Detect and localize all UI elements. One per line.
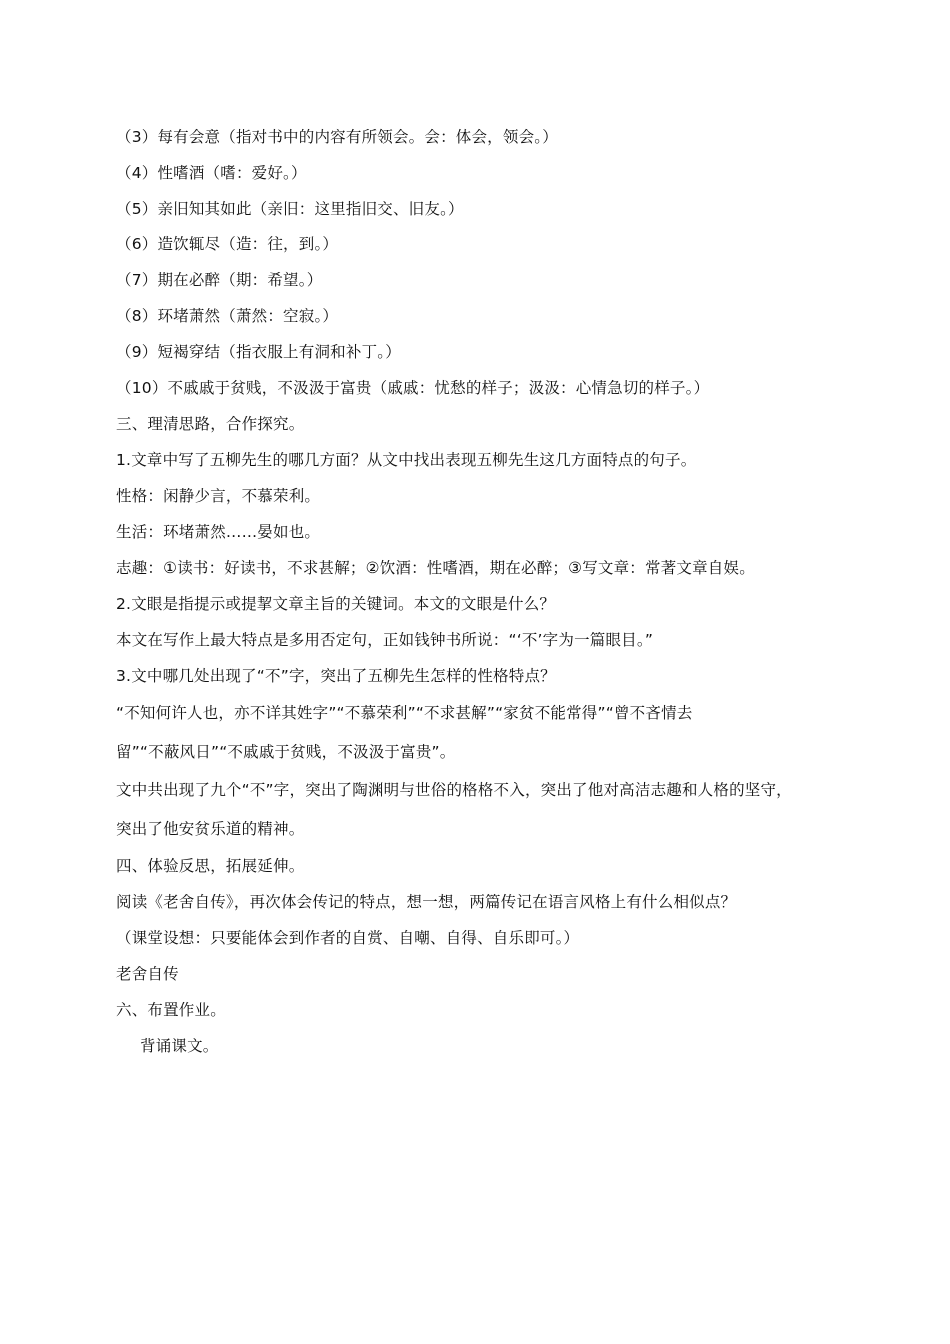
section-heading-6: 六、布置作业。	[116, 1001, 226, 1019]
annotation-item-10: （10）不戚戚于贫贱，不汲汲于富贵（戚戚：忧愁的样子；汲汲：心情急切的样子。）	[116, 379, 710, 397]
answer-2: 本文在写作上最大特点是多用否定句，正如钱钟书所说：“‘不’字为一篇眼目。”	[116, 631, 654, 649]
annotation-item-5: （5）亲旧知其如此（亲旧：这里指旧交、旧友。）	[116, 200, 464, 218]
annotation-item-3: （3）每有会意（指对书中的内容有所领会。会：体会，领会。）	[116, 128, 558, 146]
answer-3-line-1: “不知何许人也，亦不详其姓字”“不慕荣利”“不求甚解”“家贫不能常得”“曾不吝情去	[116, 704, 693, 722]
question-1: 1.文章中写了五柳先生的哪几方面？从文中找出表现五柳先生这几方面特点的句子。	[116, 451, 697, 469]
annotation-item-7: （7）期在必醉（期：希望。）	[116, 271, 323, 289]
class-note: （课堂设想：只要能体会到作者的自赏、自嘲、自得、自乐即可。）	[116, 929, 580, 947]
annotation-item-4: （4）性嗜酒（嗜：爱好。）	[116, 164, 307, 182]
answer-3-line-2: 留”“不蔽风日”“不戚戚于贫贱，不汲汲于富贵”。	[116, 743, 456, 761]
section-heading-3: 三、理清思路，合作探究。	[116, 415, 305, 433]
answer-interests: 志趣：①读书：好读书，不求甚解；②饮酒：性嗜酒，期在必醉；③写文章：常著文章自娱。	[116, 559, 755, 577]
answer-3-summary-line-2: 突出了他安贫乐道的精神。	[116, 820, 305, 838]
answer-life: 生活：环堵萧然……晏如也。	[116, 523, 321, 541]
answer-personality: 性格：闲静少言，不慕荣利。	[116, 487, 321, 505]
annotation-item-6: （6）造饮辄尽（造：往，到。）	[116, 235, 339, 253]
homework-item: 背诵课文。	[140, 1037, 219, 1055]
annotation-item-8: （8）环堵萧然（萧然：空寂。）	[116, 307, 339, 325]
reading-title: 老舍自传	[116, 965, 179, 983]
section-heading-4: 四、体验反思，拓展延伸。	[116, 857, 305, 875]
question-3: 3.文中哪几处出现了“不”字，突出了五柳先生怎样的性格特点？	[116, 667, 556, 685]
reading-task: 阅读《老舍自传》，再次体会传记的特点，想一想，两篇传记在语言风格上有什么相似点？	[116, 893, 737, 911]
question-2: 2.文眼是指提示或提挈文章主旨的关键词。本文的文眼是什么？	[116, 595, 556, 613]
annotation-item-9: （9）短褐穿结（指衣服上有洞和补丁。）	[116, 343, 401, 361]
answer-3-summary-line-1: 文中共出现了九个“不”字，突出了陶渊明与世俗的格格不入，突出了他对高洁志趣和人格的坚守，	[116, 781, 792, 799]
